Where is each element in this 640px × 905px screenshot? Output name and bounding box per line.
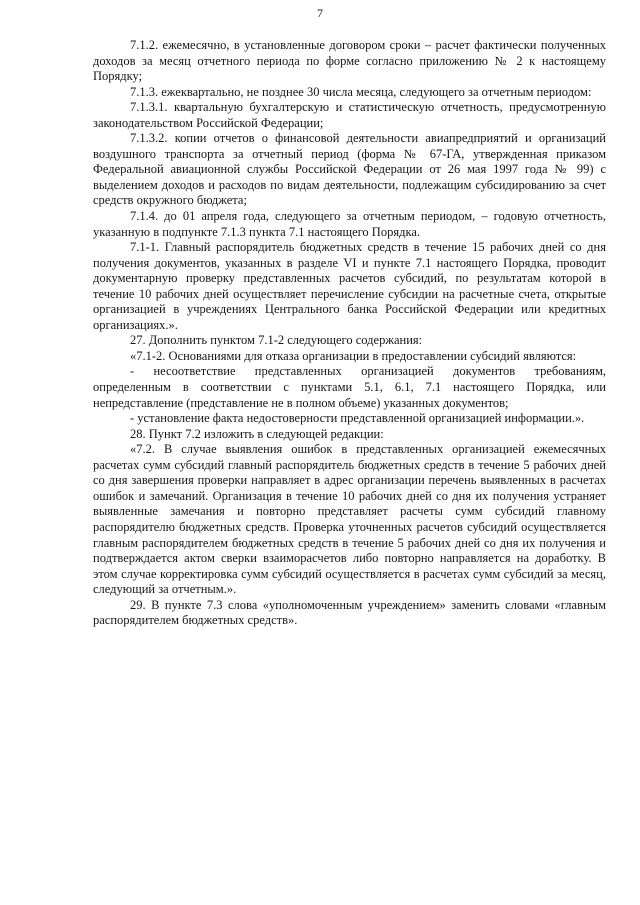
- paragraph-7-1-3-1: 7.1.3.1. квартальную бухгалтерскую и статистическую отчетность, предусмотренную законодательством Российской Федерации;: [93, 100, 606, 130]
- paragraph-7-1-2: 7.1.2. ежемесячно, в установленные договором сроки – расчет фактически полученных доходов за месяц отчетного периода по форме согласно приложению № 2 к настоящему Порядку;: [93, 38, 606, 84]
- paragraph-29: 29. В пункте 7.3 слова «уполномоченным учреждением» заменить словами «главным распорядителем бюджетных средств».: [93, 597, 606, 628]
- paragraph-7-1-4: 7.1.4. до 01 апреля года, следующего за отчетным периодом, – годовую отчетность, указанную в подпункте 7.1.3 пункта 7.1 настоящего Порядка.: [93, 209, 606, 239]
- document-body: [93, 38, 606, 629]
- paragraph-7-1-2-grounds: «7.1-2. Основаниями для отказа организации в предоставлении субсидий являются:: [130, 348, 577, 363]
- paragraph-bullet-noncompliance: - несоответствие представленных организацией документов требованиям, определенным в соответствии с пунктами 5.1, 6.1, 7.1 настоящего Порядка, или непредставление (представление не в полном объеме) указанных документов;: [93, 364, 606, 410]
- paragraph-7-1-3-2: 7.1.3.2. копии отчетов о финансовой деятельности авиапредприятий и организаций воздушного транспорта за отчетный период (форма № 67-ГА, утвержденная приказом Федеральной авиационной службы Российской Федерации от 26 мая 1997 года № 99) с выделением доходов и расходов по видам деятельности, подлежащим субсидированию за счет средств окружного бюджета;: [93, 131, 606, 208]
- paragraph-7-1-1: 7.1-1. Главный распорядитель бюджетных средств в течение 15 рабочих дней со дня получения документов, указанных в разделе VI и пункте 7.1 настоящего Порядка, проводит документарную проверку представленных расчетов субсидий, по результатам которой в течение 10 рабочих дней осуществляет перечисление субсидии на расчетные счета, открытые организацией в учреждениях Центрального банка Российской Федерации или кредитных организациях.».: [93, 240, 606, 332]
- paragraph-28: 28. Пункт 7.2 изложить в следующей редакции:: [130, 426, 384, 441]
- paragraph-7-1-3: 7.1.3. ежеквартально, не позднее 30 числа месяца, следующего за отчетным периодом:: [130, 84, 592, 99]
- paragraph-bullet-unreliable-info: - установление факта недостоверности представленной организацией информации.».: [130, 411, 585, 426]
- paragraph-27: 27. Дополнить пунктом 7.1-2 следующего содержания:: [130, 333, 423, 348]
- page-number: 7: [317, 6, 323, 20]
- paragraph-7-2: «7.2. В случае выявления ошибок в представленных организацией ежемесячных расчетах сумм субсидий главный распорядитель бюджетных средств в течение 5 рабочих дней со дня завершения проверки направляет в адрес организации перечень выявленных в расчетах ошибок и замечаний. Организация в течение 10 рабочих дней со дня их получения устраняет выявленные замечания и повторно представляет расчеты сумм субсидий главному распорядителю бюджетных средств. Проверка уточненных расчетов субсидий осуществляется главным распорядителем бюджетных средств в течение 5 рабочих дней со дня их получения и подтверждается актом сверки взаиморасчетов либо повторно направляется на доработку. В этом случае корректировка сумм субсидий осуществляется в расчетах сумм субсидий за месяц, следующий за отчетным.».: [93, 442, 606, 597]
